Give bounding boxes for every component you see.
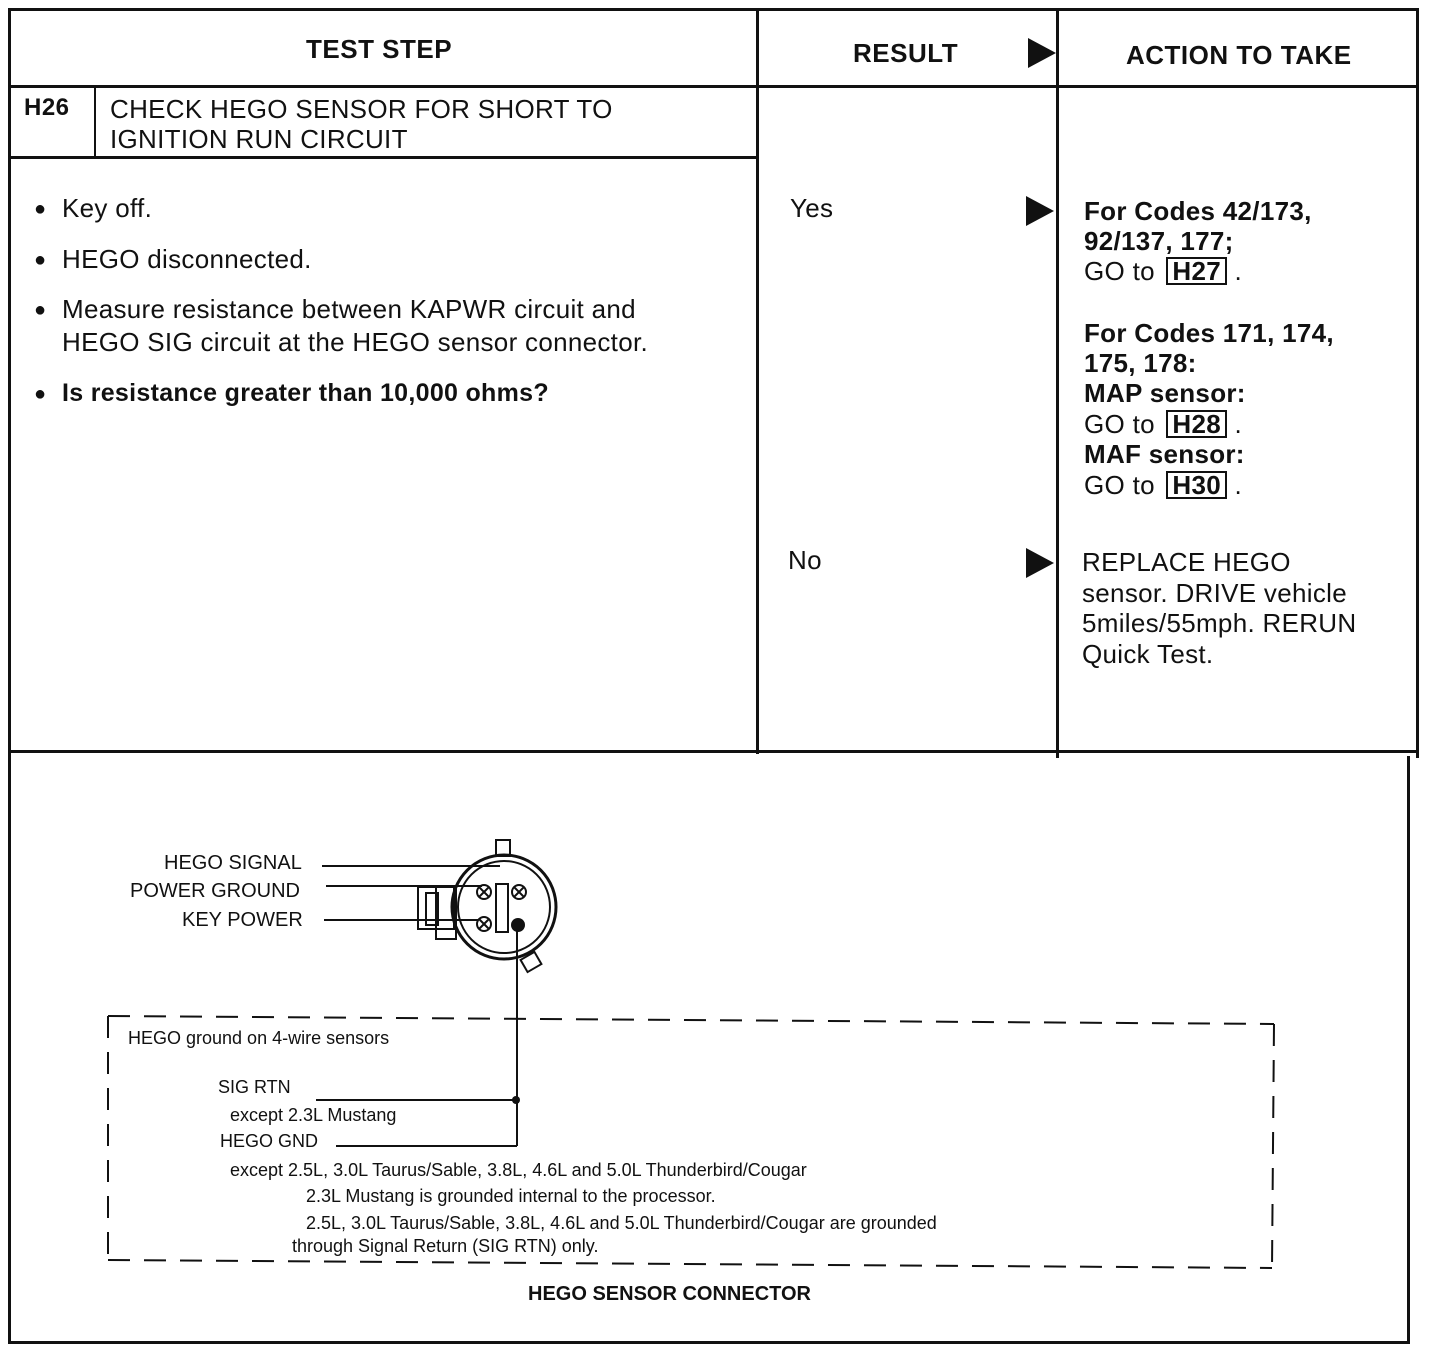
frame-right-lower (1407, 756, 1410, 1344)
label-hego-gnd: HEGO GND (220, 1131, 319, 1151)
action-no-line2: sensor. DRIVE vehicle (1082, 578, 1347, 608)
col-divider-2 (1056, 8, 1059, 758)
goto-label: GO to (1084, 256, 1155, 286)
yes-arrow-icon (1026, 196, 1054, 226)
step-divider (8, 156, 758, 159)
result-arrow-icon (1028, 38, 1056, 68)
bullet-icon: ● (34, 198, 47, 220)
action-no-line4: Quick Test. (1082, 639, 1214, 669)
frame-bottom (8, 1341, 1410, 1344)
period: . (1234, 409, 1243, 439)
action-codes2-line1: For Codes 171, 174, (1084, 318, 1334, 348)
bullet-icon: ● (34, 383, 47, 405)
step-id: H26 (24, 94, 70, 121)
label-except-list: except 2.5L, 3.0L Taurus/Sable, 3.8L, 4.6L and 5.0L Thunderbird/Cougar (230, 1160, 807, 1180)
action-codes2-line2: 175, 178: (1084, 348, 1197, 378)
no-arrow-icon (1026, 548, 1054, 578)
header-action: ACTION TO TAKE (1126, 40, 1352, 70)
step-title-line1: CHECK HEGO SENSOR FOR SHORT TO (110, 94, 613, 124)
diagram-caption: HEGO SENSOR CONNECTOR (528, 1283, 811, 1305)
table-bottom (8, 750, 1419, 753)
action-goto-h30 (1084, 470, 1242, 501)
note-2: 2.5L, 3.0L Taurus/Sable, 3.8L, 4.6L and 5.0L Thunderbird/Cougar are grounded (306, 1213, 937, 1233)
result-yes: Yes (790, 193, 834, 223)
note-3: through Signal Return (SIG RTN) only. (292, 1236, 599, 1256)
action-maf-sensor: MAF sensor: (1084, 439, 1245, 469)
header-test-step: TEST STEP (306, 34, 453, 64)
header-divider (8, 85, 1419, 88)
procedure-item-1: Key off. (62, 193, 153, 223)
frame-top (8, 8, 1419, 11)
procedure-item-3b: HEGO SIG circuit at the HEGO sensor connector. (62, 327, 649, 357)
result-no: No (788, 545, 822, 575)
step-ref-h28: H28 (1166, 410, 1227, 438)
step-ref-h30: H30 (1166, 471, 1227, 499)
label-except-23: except 2.3L Mustang (230, 1105, 397, 1125)
goto-label: GO to (1084, 409, 1155, 439)
action-goto-h28 (1084, 409, 1242, 440)
col-divider-1 (756, 8, 759, 754)
action-goto-h27 (1084, 256, 1242, 287)
action-no-line3: 5miles/55mph. RERUN (1082, 608, 1357, 638)
bullet-icon: ● (34, 299, 47, 321)
header-result: RESULT (853, 38, 959, 68)
bullet-icon: ● (34, 249, 47, 271)
label-key-power: KEY POWER (182, 909, 303, 931)
action-no-line1: REPLACE HEGO (1082, 547, 1291, 577)
procedure-item-2: HEGO disconnected. (62, 244, 312, 274)
label-sig-rtn: SIG RTN (218, 1077, 291, 1097)
note-1: 2.3L Mustang is grounded internal to the processor. (306, 1186, 716, 1206)
step-id-divider (94, 85, 96, 158)
goto-label: GO to (1084, 470, 1155, 500)
procedure-item-3a: Measure resistance between KAPWR circuit and (62, 294, 636, 324)
period: . (1234, 256, 1243, 286)
label-power-ground: POWER GROUND (130, 880, 300, 902)
label-hego-signal: HEGO SIGNAL (164, 852, 302, 874)
box-title: HEGO ground on 4-wire sensors (128, 1028, 390, 1048)
action-codes1-line2: 92/137, 177; (1084, 226, 1234, 256)
action-codes1-line1: For Codes 42/173, (1084, 196, 1312, 226)
step-ref-h27: H27 (1166, 257, 1227, 285)
period: . (1234, 470, 1243, 500)
frame-left (8, 8, 11, 1344)
step-title-line2: IGNITION RUN CIRCUIT (110, 124, 408, 154)
action-map-sensor: MAP sensor: (1084, 378, 1246, 408)
frame-right (1416, 8, 1419, 758)
procedure-question: Is resistance greater than 10,000 ohms? (62, 379, 549, 407)
